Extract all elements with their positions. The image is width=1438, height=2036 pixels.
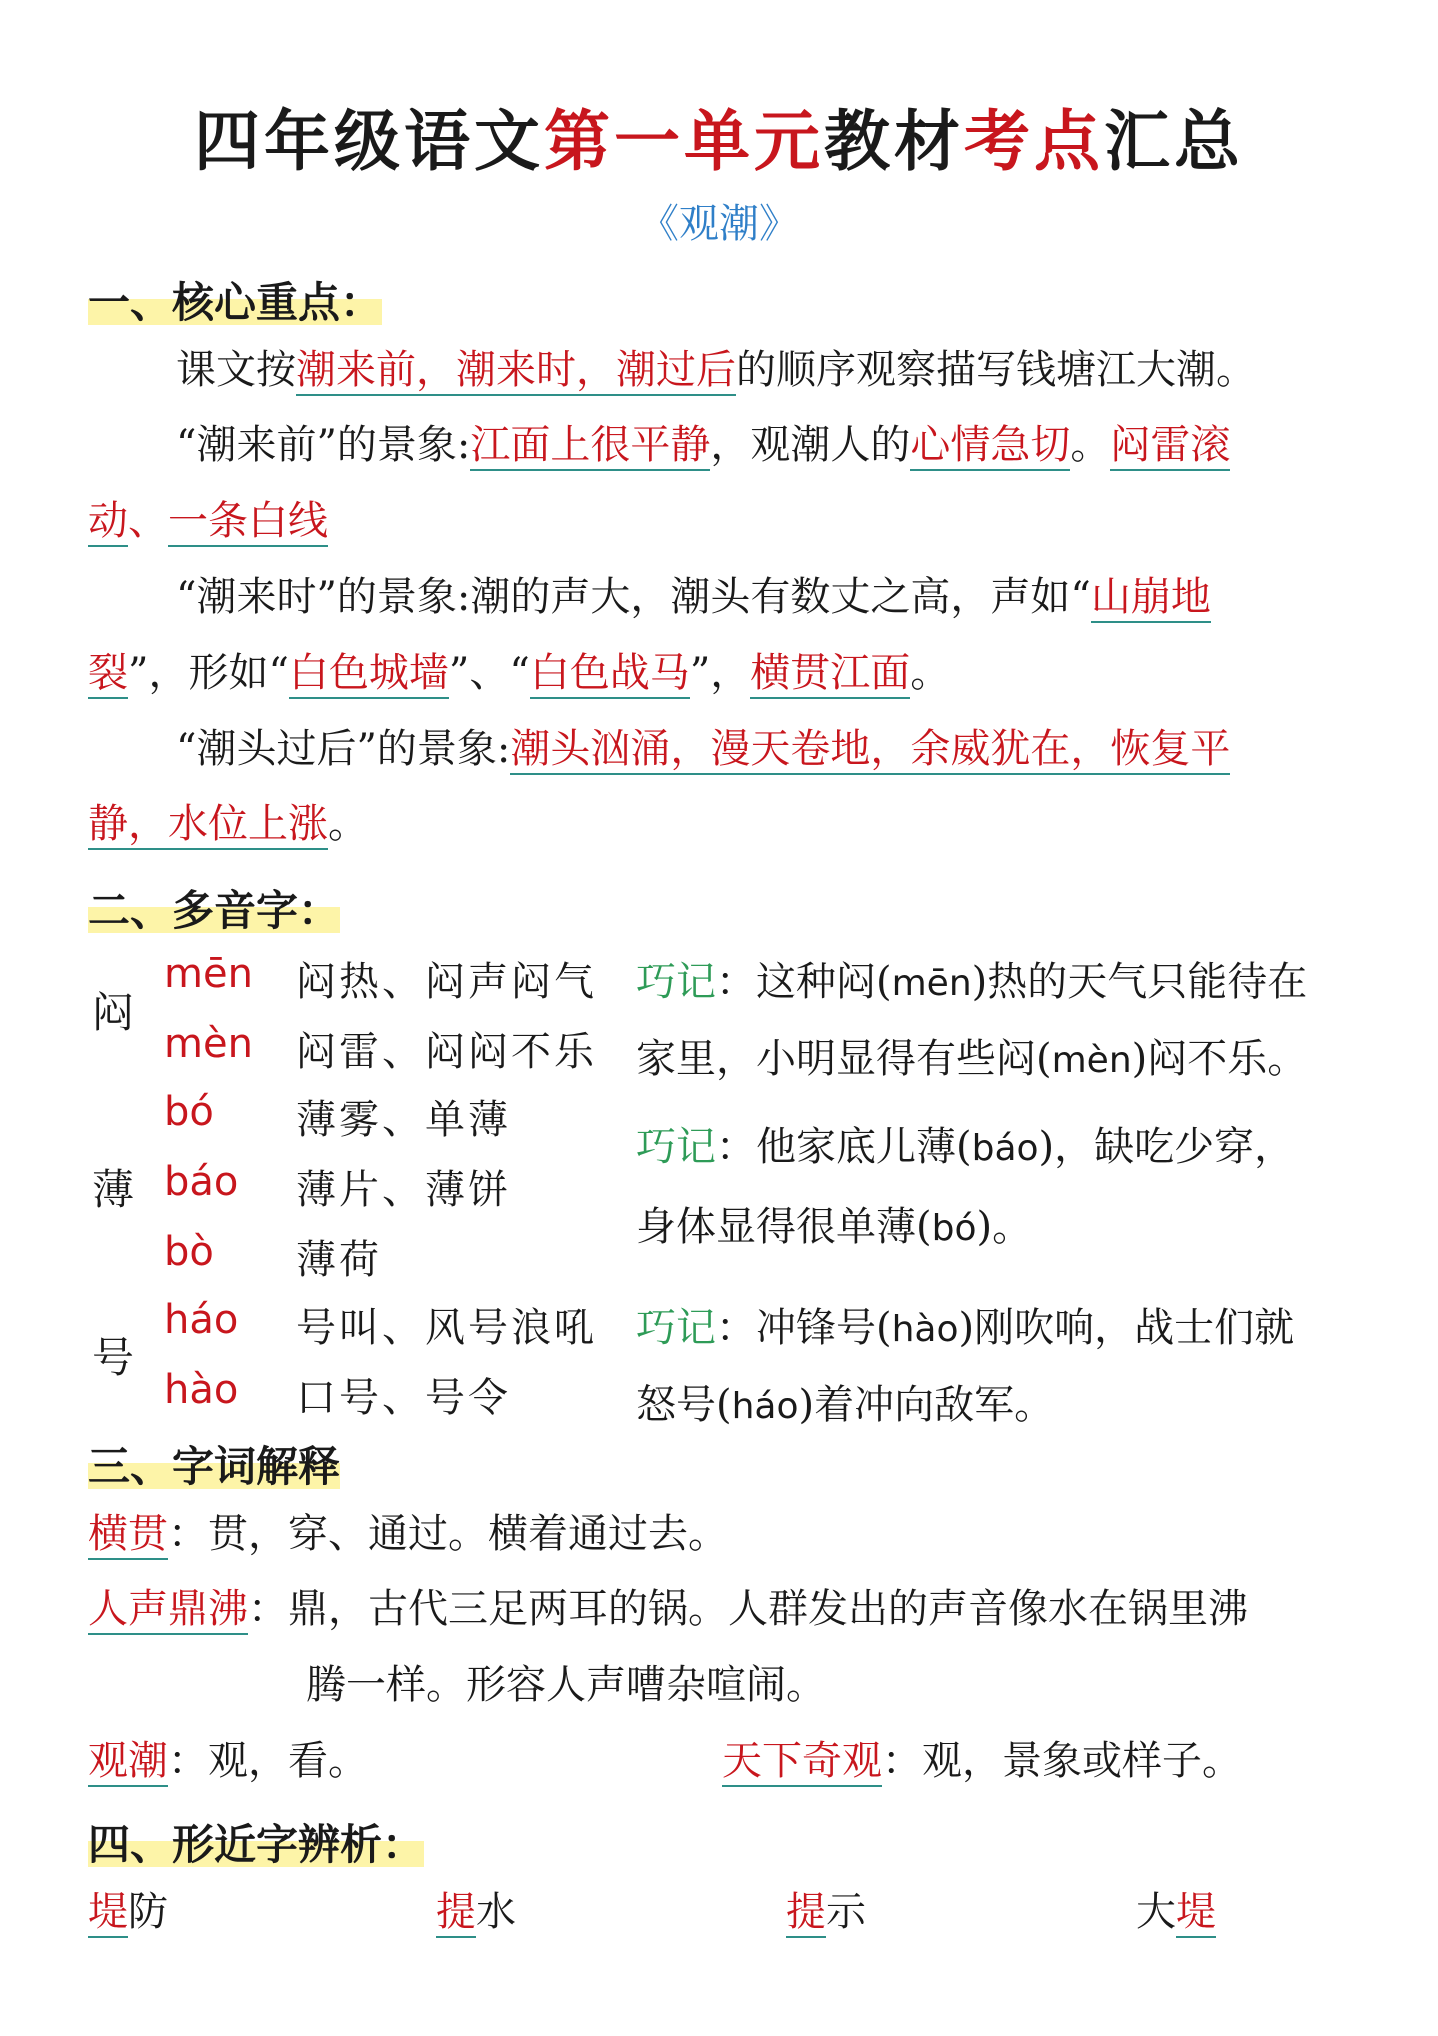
mnemonic-label: 巧记 <box>636 1305 716 1351</box>
text: ：冲锋号( <box>716 1305 892 1351</box>
similar-char-word <box>436 1888 516 1936</box>
text: )。 <box>976 1204 1033 1250</box>
definition-entry <box>88 1510 728 1558</box>
paragraph-order <box>176 346 1256 394</box>
definition-text: ：观，看。 <box>168 1738 368 1784</box>
pinyin-inline: mēn <box>891 963 972 1004</box>
definition-term: 横贯 <box>88 1511 168 1560</box>
text: )着冲向敌军。 <box>798 1382 1055 1428</box>
text: 的顺序观察描写钱塘江大潮。 <box>736 347 1256 393</box>
definition-text: ：观，景象或样子。 <box>882 1738 1242 1784</box>
definition-text: ：鼎，古代三足两耳的锅。人群发出的声音像水在锅里沸 <box>248 1586 1248 1632</box>
pinyin: báo <box>164 1159 239 1205</box>
text: )闷不乐。 <box>1131 1036 1308 1082</box>
text: )，缺吃少穿， <box>1038 1124 1295 1170</box>
key-phrase: 心情急切 <box>910 422 1070 471</box>
mnemonic-cont <box>636 1373 1054 1430</box>
text: 怒号( <box>636 1382 732 1428</box>
pinyin-inline: bó <box>931 1208 977 1249</box>
pinyin: bò <box>164 1229 214 1275</box>
definition-text: ：贯，穿、通过。横着通过去。 <box>168 1511 728 1557</box>
page-title <box>0 88 1438 183</box>
section-heading-similar-chars: 四、形近字辨析： <box>88 1812 424 1872</box>
key-phrase: 潮来前，潮来时，潮过后 <box>296 347 736 396</box>
text: “潮头过后”的景象: <box>176 726 511 772</box>
mnemonic <box>636 950 1307 1007</box>
mnemonic-label: 巧记 <box>636 959 716 1005</box>
title-part: 考点 <box>964 102 1104 180</box>
pinyin: mēn <box>164 951 253 997</box>
section-heading-polyphones: 二、多音字： <box>88 878 340 938</box>
pinyin-inline: báo <box>971 1128 1039 1169</box>
key-phrase: 闷雷滚 <box>1110 422 1230 471</box>
pinyin-inline: hào <box>891 1309 959 1350</box>
key-phrase: 动 <box>88 498 128 547</box>
similar-char: 提 <box>786 1889 826 1938</box>
text: )刚吹响，战士们就 <box>958 1305 1295 1351</box>
pinyin-inline: háo <box>731 1386 799 1427</box>
key-phrase: 江面上很平静 <box>470 422 710 471</box>
definition-text-cont: 腾一样。形容人声嘈杂喧闹。 <box>306 1662 826 1708</box>
similar-char: 提 <box>436 1889 476 1938</box>
definition-entry <box>88 1737 368 1785</box>
definition-term: 人声鼎沸 <box>88 1586 248 1635</box>
text: )热的天气只能待在 <box>971 959 1308 1005</box>
example-words: 薄片、薄饼 <box>296 1167 511 1213</box>
paragraph-tide-coming <box>176 573 1211 621</box>
text: 大 <box>1136 1889 1176 1935</box>
definition-entry <box>722 1737 1242 1785</box>
pinyin: háo <box>164 1297 239 1343</box>
polyphone-char: 闷 <box>92 988 135 1037</box>
title-part: 汇总 <box>1104 102 1244 180</box>
section-heading-definitions: 三、字词解释 <box>88 1434 340 1494</box>
text: 。 <box>910 650 951 696</box>
example-words: 闷雷、闷闷不乐 <box>296 1029 597 1075</box>
paragraph-tide-coming-cont <box>88 649 950 697</box>
similar-char-word <box>786 1888 866 1936</box>
example-words: 薄荷 <box>296 1237 382 1283</box>
text: ，观潮人的 <box>710 422 911 468</box>
example-words: 号叫、风号浪吼 <box>296 1305 597 1351</box>
mnemonic <box>636 1115 1294 1172</box>
mnemonic-cont <box>636 1027 1307 1084</box>
key-phrase: 潮头汹涌，漫天卷地，余威犹在，恢复平 <box>510 726 1230 775</box>
key-phrase: 白色城墙 <box>289 650 449 699</box>
title-part: 四年级语文 <box>194 102 544 180</box>
mnemonic-label: 巧记 <box>636 1124 716 1170</box>
polyphone-char: 薄 <box>92 1165 135 1214</box>
similar-char-word <box>1136 1888 1216 1936</box>
title-part: 第一单元 <box>544 102 824 180</box>
example-words: 口号、号令 <box>296 1375 511 1421</box>
pinyin: mèn <box>164 1021 253 1067</box>
section-heading-core: 一、核心重点： <box>88 270 382 330</box>
paragraph-after-tide-cont <box>88 800 368 848</box>
similar-char: 堤 <box>1176 1889 1216 1938</box>
paragraph-before-tide-cont <box>88 497 328 545</box>
example-words: 闷热、闷声闷气 <box>296 959 597 1005</box>
mnemonic-cont <box>636 1195 1032 1252</box>
paragraph-before-tide <box>176 421 1230 469</box>
definition-entry <box>88 1585 1248 1633</box>
text: 。 <box>1070 422 1111 468</box>
text: 课文按 <box>176 347 296 393</box>
text: 示 <box>826 1889 866 1935</box>
similar-char-word <box>88 1888 168 1936</box>
definition-term: 天下奇观 <box>722 1738 882 1787</box>
text: ”，形如“ <box>128 650 289 696</box>
pinyin: bó <box>164 1089 214 1135</box>
definition-term: 观潮 <box>88 1738 168 1787</box>
text: “潮来时”的景象:潮的声大，潮头有数丈之高，声如“ <box>176 574 1091 620</box>
polyphone-char: 号 <box>92 1333 135 1382</box>
title-part: 教材 <box>824 102 964 180</box>
key-phrase: 山崩地 <box>1091 574 1211 623</box>
text: 防 <box>128 1889 168 1935</box>
key-phrase: 白色战马 <box>530 650 690 699</box>
pinyin-inline: mèn <box>1051 1040 1132 1081</box>
key-phrase: 一条白线 <box>168 498 328 547</box>
paragraph-after-tide <box>176 725 1230 773</box>
text: ”、“ <box>448 650 530 696</box>
pinyin: hào <box>164 1367 239 1413</box>
mnemonic <box>636 1296 1294 1353</box>
text: ：这种闷( <box>716 959 892 1005</box>
text: 、 <box>128 498 168 544</box>
text: ”， <box>689 650 751 696</box>
text: 。 <box>328 801 368 847</box>
similar-char: 堤 <box>88 1889 128 1938</box>
key-phrase: 横贯江面 <box>750 650 910 699</box>
text: 家里，小明显得有些闷( <box>636 1036 1052 1082</box>
key-phrase: 静，水位上涨 <box>88 801 328 850</box>
text: “潮来前”的景象: <box>176 422 471 468</box>
text: ：他家底儿薄( <box>716 1124 972 1170</box>
example-words: 薄雾、单薄 <box>296 1097 511 1143</box>
key-phrase: 裂 <box>88 650 128 699</box>
text: 身体显得很单薄( <box>636 1204 932 1250</box>
text: 水 <box>476 1889 516 1935</box>
subtitle: 《观潮》 <box>639 201 799 247</box>
